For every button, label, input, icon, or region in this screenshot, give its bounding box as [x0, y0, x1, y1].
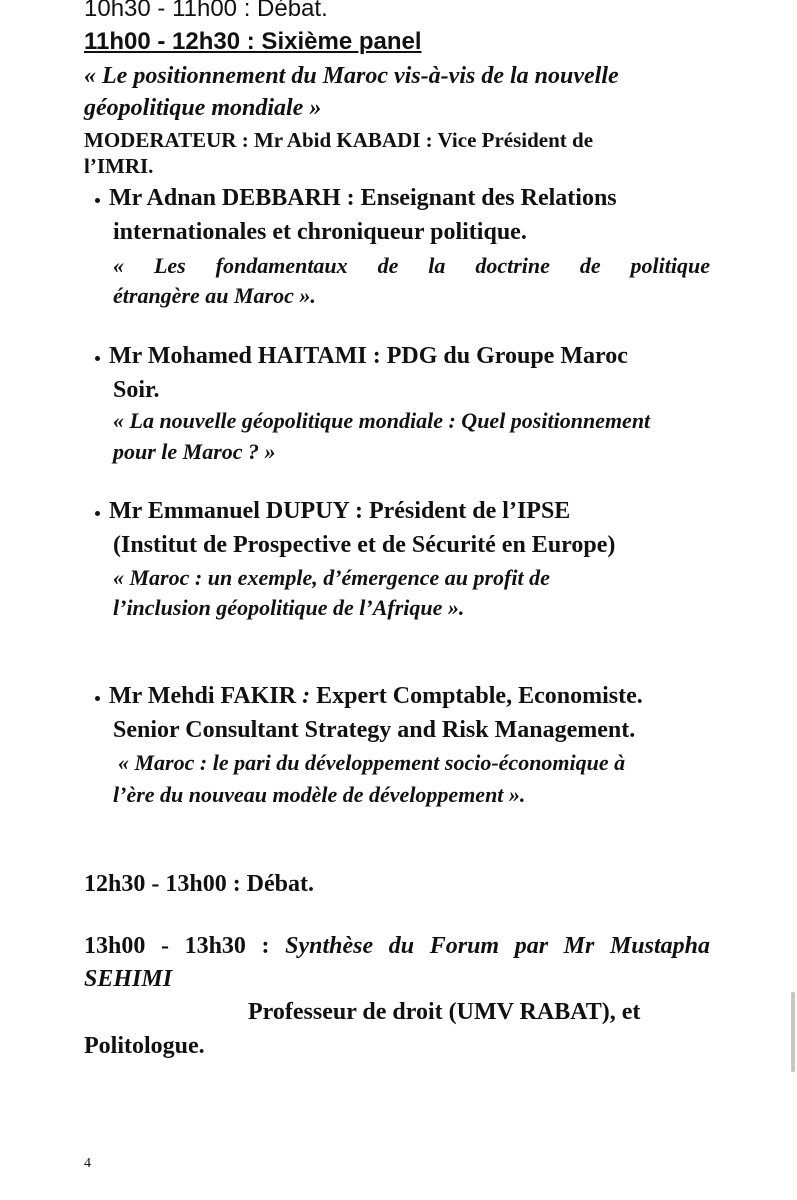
speaker-2-line-2: Soir.: [113, 377, 160, 403]
speaker-1-line-2: internationales et chroniqueur politique.: [113, 219, 527, 245]
professor-line-2: Politologue.: [84, 1033, 205, 1059]
speaker-4-line-2: Senior Consultant Strategy and Risk Management.: [113, 717, 636, 743]
panel-title-line-2: géopolitique mondiale »: [84, 95, 322, 121]
moderator-line-1: MODERATEUR : Mr Abid KABADI : Vice Président de: [84, 128, 594, 152]
speaker-3-talk-line-1: « Maroc : un exemple, d’émergence au profit de: [113, 565, 550, 590]
speaker-4-line-1: [109, 684, 643, 708]
speaker-1-line-1: Mr Adnan DEBBARH : Enseignant des Relations: [109, 185, 617, 211]
moderator-line-2: l’IMRI.: [84, 154, 154, 178]
bullet-icon: [95, 696, 100, 701]
scrollbar-thumb[interactable]: [791, 992, 795, 1072]
speaker-4-talk-line-1: « Maroc : le pari du développement socio-économique à: [118, 750, 626, 775]
debate-1230: 12h30 - 13h00 : Débat.: [84, 871, 315, 897]
synthesis-line-1: [84, 934, 710, 958]
panel-heading: 11h00 - 12h30 : Sixième panel: [84, 28, 422, 55]
bullet-icon: [95, 511, 100, 516]
page-number: 4: [84, 1156, 91, 1171]
speaker-1-talk-line-2: étrangère au Maroc ».: [113, 283, 316, 308]
speaker-2-line-1: Mr Mohamed HAITAMI : PDG du Groupe Maroc: [109, 343, 628, 369]
debate-1030: 10h30 - 11h00 : Débat.: [84, 0, 328, 22]
bullet-icon: [95, 198, 100, 203]
speaker-3-line-2: (Institut de Prospective et de Sécurité en Europe): [113, 532, 616, 558]
speaker-4-colon: :: [296, 683, 311, 709]
speaker-3-line-1: Mr Emmanuel DUPUY : Président de l’IPSE: [109, 498, 571, 524]
speaker-3-talk-line-2: l’inclusion géopolitique de l’Afrique ».: [113, 595, 465, 620]
synthesis-name: SEHIMI: [84, 966, 173, 992]
synthesis-text: Synthèse du Forum par Mr Mustapha: [285, 933, 711, 959]
speaker-4-role: Expert Comptable, Economiste.: [310, 683, 643, 709]
speaker-4-name: Mr Mehdi FAKIR: [109, 683, 297, 709]
professor-line-1: Professeur de droit (UMV RABAT), et: [248, 999, 641, 1025]
synthesis-time: 13h00 - 13h30 :: [84, 933, 270, 959]
speaker-2-talk-line-2: pour le Maroc ? »: [113, 439, 276, 464]
bullet-icon: [95, 356, 100, 361]
panel-title-line-1: « Le positionnement du Maroc vis-à-vis de la nouvelle: [84, 63, 619, 89]
speaker-4-talk-line-2: l’ère du nouveau modèle de développement ».: [113, 782, 526, 807]
speaker-1-talk-line-1: « Les fondamentaux de la doctrine de politique: [113, 253, 710, 278]
speaker-2-talk-line-1: « La nouvelle géopolitique mondiale : Quel positionnement: [113, 408, 651, 433]
